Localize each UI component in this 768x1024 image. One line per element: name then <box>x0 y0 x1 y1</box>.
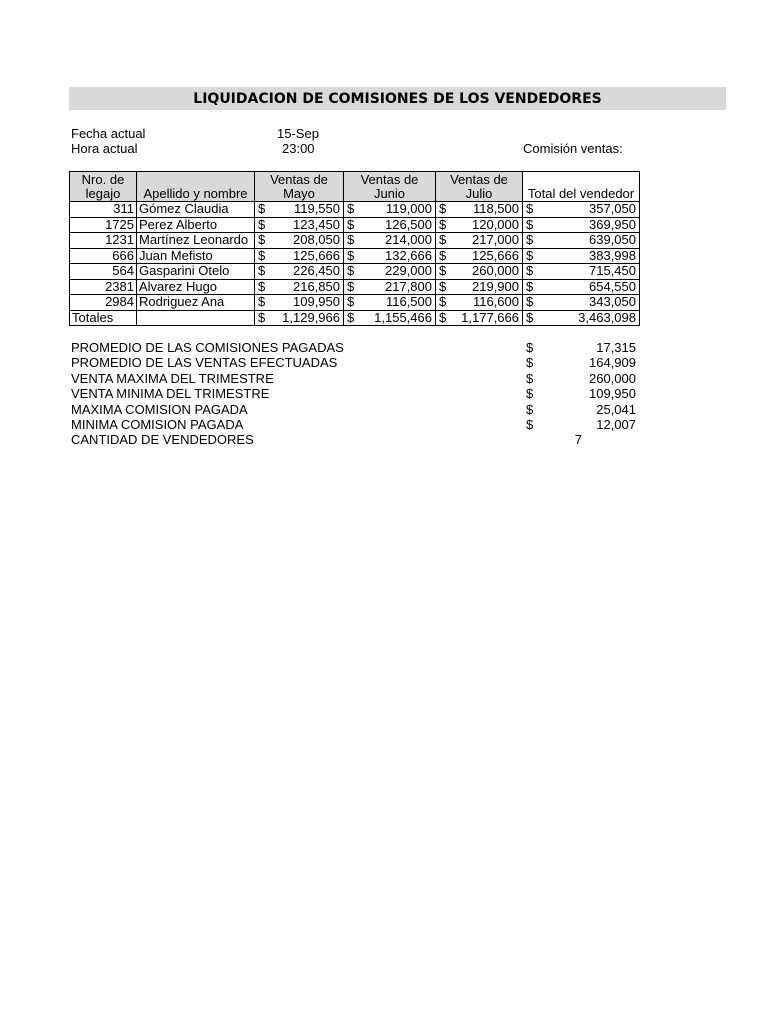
table-row <box>70 248 640 264</box>
currency-symbol: $ <box>526 232 534 247</box>
mayo-value: 125,666 <box>293 247 340 263</box>
junio-cell <box>344 264 436 280</box>
total-value: 357,050 <box>589 201 636 216</box>
total-value: 639,050 <box>589 232 636 247</box>
nombre-cell: Gómez Claudia <box>137 202 255 218</box>
total-cell <box>523 295 640 311</box>
comision-label: Comisión ventas: <box>523 141 623 156</box>
sheet-title-text: LIQUIDACION DE COMISIONES DE LOS VENDEDORES <box>193 90 602 107</box>
mayo-cell <box>255 233 344 249</box>
table-row <box>70 217 640 233</box>
junio-value: 119,000 <box>385 201 432 216</box>
summary-label: PROMEDIO DE LAS COMISIONES PAGADAS <box>71 340 344 355</box>
header-mayo <box>255 172 344 202</box>
legajo-cell: 564 <box>70 264 137 280</box>
summary-value: 12,007 <box>596 416 636 432</box>
nombre-cell: Gasparini Otelo <box>137 264 255 280</box>
table-row <box>70 233 640 249</box>
nombre-cell: Martínez Leonardo <box>137 233 255 249</box>
julio-cell <box>436 279 523 295</box>
header-total-text: Total del vendedor <box>527 186 635 201</box>
mayo-value: 208,050 <box>293 232 340 247</box>
junio-value: 132,666 <box>385 247 432 263</box>
legajo-cell: 2984 <box>70 295 137 311</box>
currency-symbol: $ <box>439 309 447 325</box>
currency-symbol: $ <box>526 309 534 325</box>
mayo-value: 123,450 <box>293 216 340 232</box>
summary-value: 164,909 <box>589 355 636 371</box>
julio-cell <box>436 217 523 233</box>
mayo-cell <box>255 217 344 233</box>
currency-symbol: $ <box>258 216 266 232</box>
junio-value: 217,800 <box>385 278 432 294</box>
currency-symbol: $ <box>526 263 534 278</box>
totals-mayo-cell <box>255 310 344 326</box>
totals-junio: 1,155,466 <box>374 309 432 325</box>
total-cell <box>523 248 640 264</box>
table-row <box>70 279 640 295</box>
totals-empty-cell <box>137 310 255 326</box>
junio-cell <box>344 217 436 233</box>
mayo-cell <box>255 202 344 218</box>
hora-value: 23:00 <box>282 141 315 156</box>
junio-cell <box>344 248 436 264</box>
summary-row <box>71 386 641 401</box>
julio-cell <box>436 295 523 311</box>
julio-cell <box>436 248 523 264</box>
junio-value: 214,000 <box>385 232 432 247</box>
header-total <box>523 172 640 202</box>
legajo-cell: 666 <box>70 248 137 264</box>
currency-symbol: $ <box>439 232 447 247</box>
table-header-row <box>70 172 640 202</box>
nombre-cell: Alvarez Hugo <box>137 279 255 295</box>
julio-cell <box>436 264 523 280</box>
header-junio <box>344 172 436 202</box>
header-junio-line1: Ventas de <box>360 172 419 187</box>
total-cell <box>523 264 640 280</box>
total-cell <box>523 279 640 295</box>
currency-symbol: $ <box>347 263 355 278</box>
currency-symbol: $ <box>347 309 355 325</box>
currency-symbol: $ <box>526 401 534 417</box>
header-julio-line2: Julio <box>465 186 493 201</box>
fecha-label: Fecha actual <box>71 126 146 141</box>
currency-symbol: $ <box>258 232 266 247</box>
julio-value: 120,000 <box>472 216 519 232</box>
julio-cell <box>436 233 523 249</box>
currency-symbol: $ <box>526 294 534 309</box>
mayo-value: 109,950 <box>293 294 340 309</box>
summary-row <box>71 340 641 355</box>
mayo-cell <box>255 264 344 280</box>
currency-symbol: $ <box>439 278 447 294</box>
junio-value: 116,500 <box>385 294 432 309</box>
total-cell <box>523 202 640 218</box>
currency-symbol: $ <box>526 386 534 402</box>
legajo-cell: 2381 <box>70 279 137 295</box>
mayo-cell <box>255 248 344 264</box>
currency-symbol: $ <box>347 201 355 216</box>
summary-row <box>71 402 641 417</box>
mayo-cell <box>255 295 344 311</box>
totals-row <box>70 310 640 326</box>
currency-symbol: $ <box>258 263 266 278</box>
currency-symbol: $ <box>258 309 266 325</box>
junio-cell <box>344 202 436 218</box>
currency-symbol: $ <box>258 247 266 263</box>
summary-value: 17,315 <box>596 340 636 355</box>
currency-symbol: $ <box>439 201 447 216</box>
currency-symbol: $ <box>526 278 534 294</box>
sales-table <box>69 171 640 326</box>
summary-value: 109,950 <box>589 386 636 402</box>
sheet-title <box>69 87 726 110</box>
summary-label: PROMEDIO DE LAS VENTAS EFECTUADAS <box>71 355 338 371</box>
summary-value: 260,000 <box>589 370 636 386</box>
julio-cell <box>436 202 523 218</box>
currency-symbol: $ <box>526 370 534 386</box>
totals-julio: 1,177,666 <box>461 309 519 325</box>
total-value: 654,550 <box>589 278 636 294</box>
nombre-cell: Perez Alberto <box>137 217 255 233</box>
currency-symbol: $ <box>526 247 534 263</box>
totals-label: Totales <box>70 310 137 326</box>
hora-label: Hora actual <box>71 141 138 156</box>
legajo-cell: 1725 <box>70 217 137 233</box>
totals-mayo: 1,129,966 <box>282 309 340 325</box>
currency-symbol: $ <box>439 247 447 263</box>
julio-value: 217,000 <box>472 232 519 247</box>
currency-symbol: $ <box>347 247 355 263</box>
julio-value: 118,500 <box>472 201 519 216</box>
currency-symbol: $ <box>258 294 266 309</box>
currency-symbol: $ <box>526 216 534 232</box>
total-value: 343,050 <box>589 294 636 309</box>
header-junio-line2: Junio <box>373 186 406 201</box>
total-value: 715,450 <box>589 263 636 278</box>
julio-value: 125,666 <box>472 247 519 263</box>
currency-symbol: $ <box>347 232 355 247</box>
legajo-cell: 1231 <box>70 233 137 249</box>
summary-row <box>71 432 641 447</box>
currency-symbol: $ <box>347 278 355 294</box>
currency-symbol: $ <box>526 355 534 371</box>
totals-total: 3,463,098 <box>578 309 636 325</box>
currency-symbol: $ <box>258 278 266 294</box>
totals-junio-cell <box>344 310 436 326</box>
header-legajo-line1: Nro. de <box>81 172 125 187</box>
header-mayo-line2: Mayo <box>283 186 315 201</box>
total-value: 383,998 <box>589 247 636 263</box>
julio-value: 116,600 <box>472 294 519 309</box>
summary-row <box>71 371 641 386</box>
summary-label: CANTIDAD DE VENDEDORES <box>71 432 254 448</box>
mayo-cell <box>255 279 344 295</box>
total-cell <box>523 233 640 249</box>
julio-value: 260,000 <box>472 263 519 278</box>
total-cell <box>523 217 640 233</box>
currency-symbol: $ <box>526 416 534 432</box>
summary-block <box>71 340 641 448</box>
summary-label: MAXIMA COMISION PAGADA <box>71 401 248 417</box>
nombre-cell: Rodriguez Ana <box>137 295 255 311</box>
mayo-value: 119,550 <box>293 201 340 216</box>
currency-symbol: $ <box>347 294 355 309</box>
junio-cell <box>344 279 436 295</box>
summary-label: VENTA MINIMA DEL TRIMESTRE <box>71 386 270 402</box>
table-row <box>70 295 640 311</box>
header-julio <box>436 172 523 202</box>
header-julio-line1: Ventas de <box>450 172 508 187</box>
table-row <box>70 264 640 280</box>
currency-symbol: $ <box>347 216 355 232</box>
legajo-cell: 311 <box>70 202 137 218</box>
junio-value: 126,500 <box>385 216 432 232</box>
currency-symbol: $ <box>258 201 266 216</box>
junio-cell <box>344 295 436 311</box>
currency-symbol: $ <box>439 216 447 232</box>
totals-julio-cell <box>436 310 523 326</box>
mayo-value: 216,850 <box>293 278 340 294</box>
total-value: 369,950 <box>589 216 636 232</box>
junio-cell <box>344 233 436 249</box>
currency-symbol: $ <box>526 340 534 355</box>
junio-value: 229,000 <box>385 263 432 278</box>
summary-label: VENTA MAXIMA DEL TRIMESTRE <box>71 370 274 386</box>
header-legajo <box>70 172 137 202</box>
julio-value: 219,900 <box>472 278 519 294</box>
currency-symbol: $ <box>439 263 447 278</box>
summary-row <box>71 355 641 370</box>
header-mayo-line1: Ventas de <box>270 172 328 187</box>
fecha-value: 15-Sep <box>277 126 319 141</box>
summary-value: 25,041 <box>596 401 636 417</box>
summary-value: 7 <box>574 432 582 448</box>
mayo-value: 226,450 <box>293 263 340 278</box>
totals-total-cell <box>523 310 640 326</box>
nombre-cell: Juan Mefisto <box>137 248 255 264</box>
header-nombre <box>137 172 255 202</box>
header-nombre-text: Apellido y nombre <box>143 186 248 201</box>
table-row <box>70 202 640 218</box>
summary-row <box>71 417 641 432</box>
currency-symbol: $ <box>439 294 447 309</box>
summary-label: MINIMA COMISION PAGADA <box>71 416 244 432</box>
currency-symbol: $ <box>526 201 534 216</box>
header-legajo-line2: legajo <box>85 186 121 201</box>
